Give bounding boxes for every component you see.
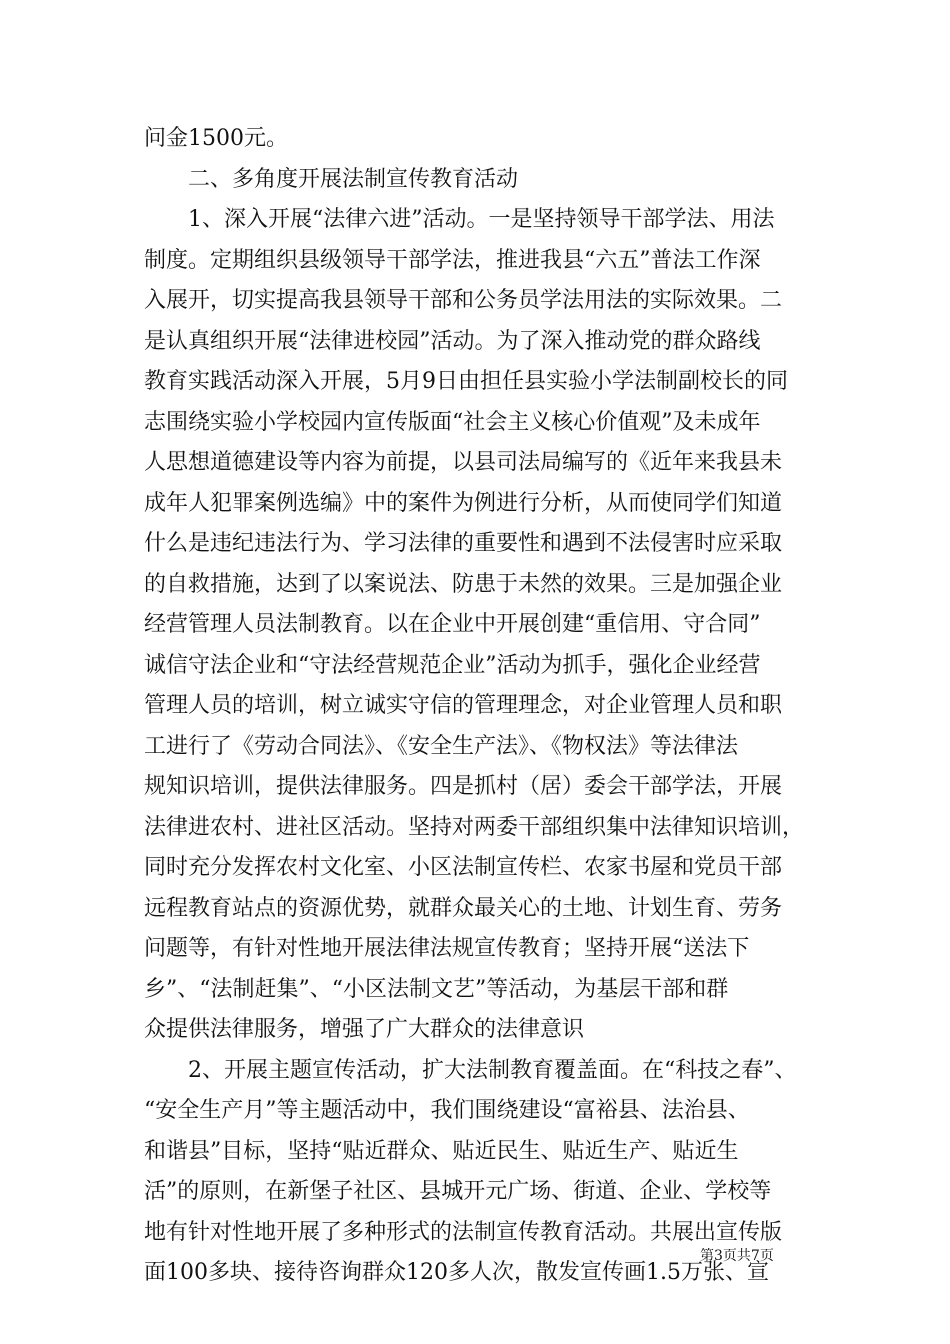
- text-line: 远程教育站点的资源优势，就群众最关心的土地、计划生育、劳务: [144, 895, 783, 921]
- text-line: 法律进农村、进社区活动。坚持对两委干部组织集中法律知识培训，: [144, 814, 805, 840]
- text-line: 诚信守法企业和“守法经营规范企业”活动为抓手，强化企业经营: [144, 652, 761, 678]
- text-line: 问题等，有针对性地开展法律法规宣传教育；坚持开展“送法下: [144, 936, 750, 961]
- text-line: 工进行了《劳动合同法》、《安全生产法》、《物权法》等法律法: [144, 733, 739, 759]
- text-line: 地有针对性地开展了多种形式的法制宣传教育活动。共展出宣传版: [144, 1219, 783, 1245]
- text-line: 制度。定期组织县级领导干部学法，推进我县“六五”普法工作深: [144, 247, 761, 273]
- section-heading: 二、多角度开展法制宣传教育活动: [144, 166, 519, 192]
- text-line: 成年人犯罪案例选编》中的案件为例进行分析，从而使同学们知道: [144, 490, 783, 516]
- text-line: 教育实践活动深入开展，5月9日由担任县实验小学法制副校长的同: [144, 369, 788, 394]
- text-line: 和谐县”目标，坚持“贴近群众、贴近民生、贴近生产、贴近生: [144, 1138, 739, 1164]
- text-line: 1、深入开展“法律六进”活动。一是坚持领导干部学法、用法: [144, 207, 775, 232]
- text-line: 管理人员的培训，树立诚实守信的管理理念，对企业管理人员和职: [144, 693, 783, 718]
- text-line: 的自救措施，达到了以案说法、防患于未然的效果。三是加强企业: [144, 571, 783, 597]
- text-line: 是认真组织开展“法律进校园”活动。为了深入推动党的群众路线: [144, 328, 761, 354]
- text-line: 乡”、“法制赶集”、“小区法制文艺”等活动，为基层干部和群: [144, 976, 729, 1002]
- text-line: 什么是违纪违法行为、学习法律的重要性和遇到不法侵害时应采取: [144, 531, 783, 556]
- text-line: 规知识培训，提供法律服务。四是抓村（居）委会干部学法，开展: [144, 774, 783, 799]
- text-line: 人思想道德建设等内容为前提，以县司法局编写的《近年来我县未: [144, 450, 783, 475]
- text-line: 志围绕实验小学校园内宣传版面“社会主义核心价值观”及未成年: [144, 409, 761, 435]
- text-line: 同时充分发挥农村文化室、小区法制宣传栏、农家书屋和党员干部: [144, 855, 783, 880]
- text-line: “安全生产月”等主题活动中，我们围绕建设“富裕县、法治县、: [144, 1098, 750, 1123]
- text-line: 活”的原则，在新堡子社区、县城开元广场、街道、企业、学校等: [144, 1179, 772, 1204]
- text-line: 众提供法律服务，增强了广大群众的法律意识: [144, 1017, 585, 1042]
- text-line: 2、开展主题宣传活动，扩大法制教育覆盖面。在“科技之春”、: [144, 1057, 797, 1083]
- body-text: [144, 119, 812, 1294]
- page-number: 第3页共7页: [700, 1248, 774, 1264]
- text-line: 入展开，切实提高我县领导干部和公务员学法用法的实际效果。二: [144, 288, 783, 313]
- text-line: 经营管理人员法制教育。以在企业中开展创建“重信用、守合同”: [144, 612, 761, 637]
- text-line: 面100多块、接待咨询群众120多人次，散发宣传画1.5万张、宣: [144, 1260, 769, 1285]
- text-line: 问金1500元。: [144, 126, 288, 151]
